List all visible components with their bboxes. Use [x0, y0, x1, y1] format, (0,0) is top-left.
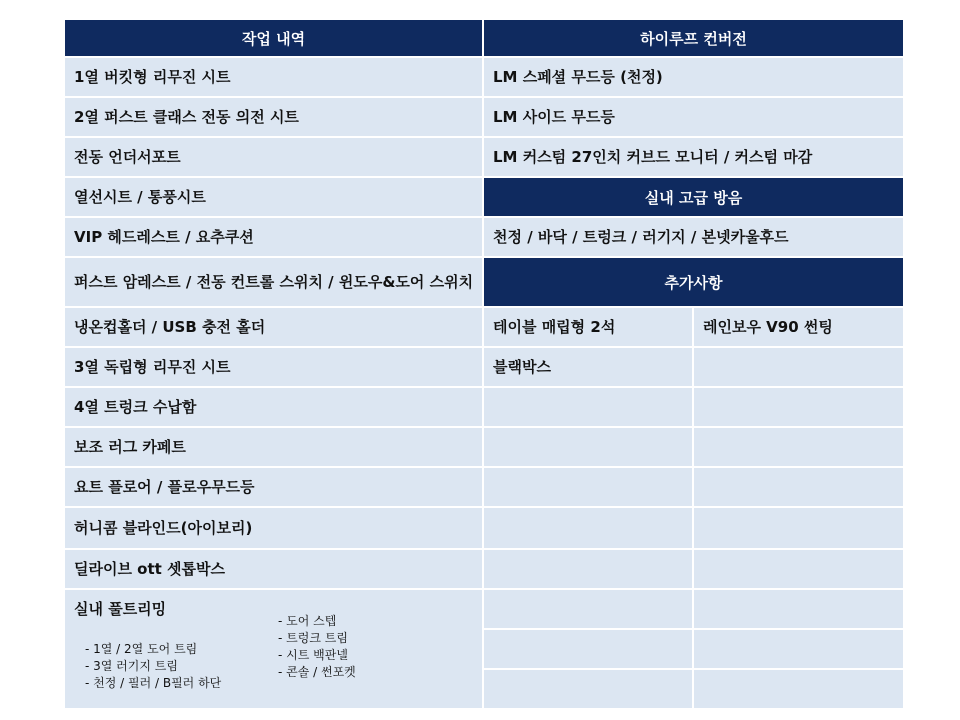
work-item-row: 퍼스트 암레스트 / 전동 컨트롤 스위치 / 윈도우&도어 스위치	[65, 258, 482, 306]
work-item-row: 실내 풀트리밍	[74, 600, 167, 618]
header-hilope-conversion: 하이루프 컨버전	[484, 20, 903, 56]
empty-cell	[484, 590, 692, 628]
empty-cell	[484, 508, 692, 548]
work-item-row: 3열 독립형 리무진 시트	[65, 348, 482, 386]
work-item-row: 냉온컵홀더 / USB 충전 홀더	[65, 308, 482, 346]
empty-cell	[694, 428, 903, 466]
header-work-items: 작업 내역	[65, 20, 482, 56]
header-extras: 추가사항	[484, 258, 903, 306]
extras-cell	[694, 348, 903, 386]
empty-cell	[694, 468, 903, 506]
hilope-item-row: LM 스페셜 무드등 (천정)	[484, 58, 903, 96]
extras-cell: 레인보우 V90 썬팅	[694, 308, 903, 346]
trimming-item: - 천정 / 필러 / B필러 하단	[85, 676, 222, 690]
trimming-list-right	[278, 613, 356, 681]
empty-cell	[694, 508, 903, 548]
empty-cell	[694, 630, 903, 668]
trimming-item: - 시트 백판넬	[278, 648, 348, 662]
empty-cell	[484, 468, 692, 506]
work-item-row: 2열 퍼스트 클래스 전동 의전 시트	[65, 98, 482, 136]
trimming-list-left	[85, 641, 221, 692]
trimming-item: - 콘솔 / 썬포켓	[278, 665, 356, 679]
empty-cell	[694, 670, 903, 708]
hilope-item-row: LM 커스텀 27인치 커브드 모니터 / 커스텀 마감	[484, 138, 903, 176]
trimming-item: - 트렁크 트림	[278, 631, 348, 645]
work-item-row: 전동 언더서포트	[65, 138, 482, 176]
trimming-item: - 도어 스텝	[278, 614, 337, 628]
work-item-row: 4열 트렁크 수납함	[65, 388, 482, 426]
empty-cell	[484, 388, 692, 426]
trimming-item: - 1열 / 2열 도어 트림	[85, 642, 198, 656]
hilope-item-row: LM 사이드 무드등	[484, 98, 903, 136]
interior-item-row: 천정 / 바닥 / 트렁크 / 러기지 / 본넷카울후드	[484, 218, 903, 256]
empty-cell	[694, 388, 903, 426]
empty-cell	[484, 670, 692, 708]
header-interior-soundproofing: 실내 고급 방음	[484, 178, 903, 216]
empty-cell	[694, 550, 903, 588]
empty-cell	[694, 590, 903, 628]
work-item-row: VIP 헤드레스트 / 요추쿠션	[65, 218, 482, 256]
empty-cell	[484, 550, 692, 588]
spec-table	[65, 20, 903, 708]
work-item-row: 허니콤 블라인드(아이보리)	[65, 508, 482, 548]
work-item-row: 보조 러그 카페트	[65, 428, 482, 466]
empty-cell	[484, 630, 692, 668]
extras-cell: 블랙박스	[484, 348, 692, 386]
work-item-row: 1열 버킷형 리무진 시트	[65, 58, 482, 96]
trimming-item: - 3열 러기지 트림	[85, 659, 178, 673]
work-item-row: 열선시트 / 통풍시트	[65, 178, 482, 216]
extras-cell: 테이블 매립형 2석	[484, 308, 692, 346]
empty-cell	[484, 428, 692, 466]
work-item-row: 요트 플로어 / 플로우무드등	[65, 468, 482, 506]
work-item-row: 딜라이브 ott 셋톱박스	[65, 550, 482, 588]
